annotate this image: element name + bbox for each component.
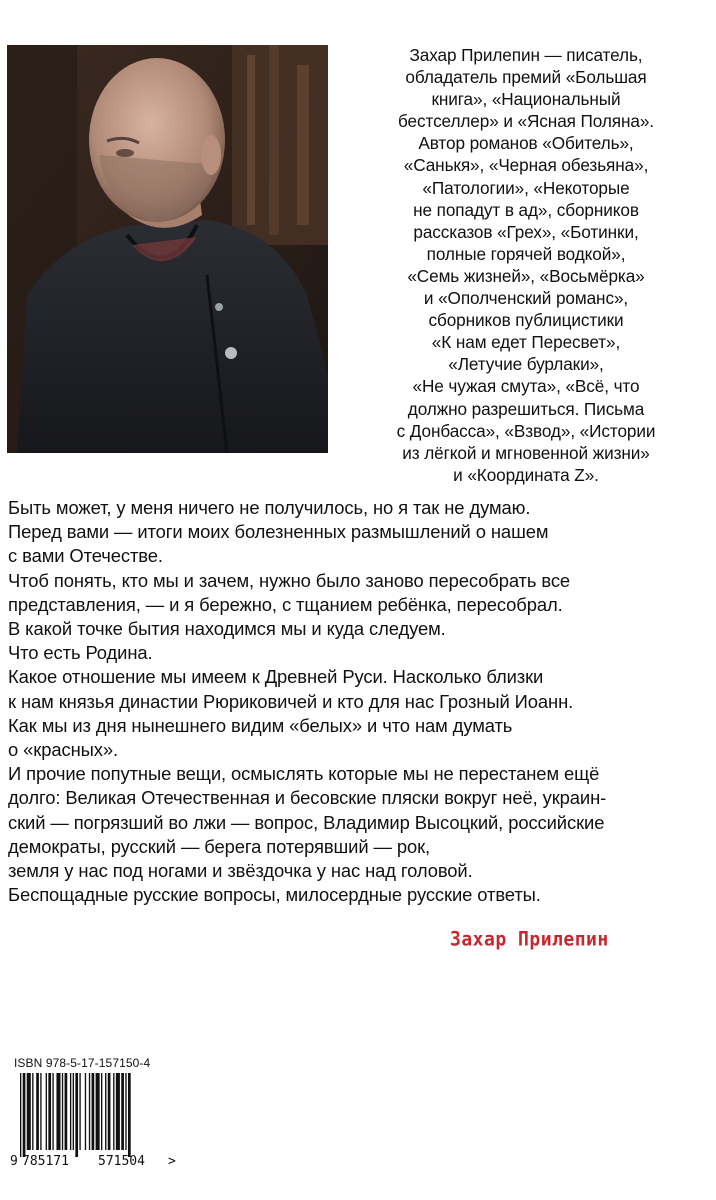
barcode-bar <box>27 1073 31 1150</box>
barcode-bar <box>85 1073 86 1150</box>
annotation-paragraph: Что есть Родина. <box>8 642 153 664</box>
author-bio: Захар Прилепин — писатель, обладатель премий «Большая книга», «Национальный бестселлер» и «Ясная Поляна». Автор романов «Обитель», «Санькя», «Черная обезьяна», «Патологии», «Некоторые не попадут в ад», сборников рассказов «Грех», «Ботинки, полные горячей водкой», «Семь жизней», «Восьмёрка» и «Ополченский романс», сборников публицистики «К нам едет Пересвет», «Летучие бурлаки», «Не чужая смута», «Всё, что должно разрешиться. Письма с Донбасса», «Взвод», «Истории из лёгкой и мгновенной жизни» и «Координата Z». <box>396 45 656 485</box>
annotation-paragraph: Быть может, у меня ничего не получилось, но я так не думаю. <box>8 497 531 518</box>
annotation-paragraph: В какой точке бытия находимся мы и куда следуем. <box>8 618 446 640</box>
barcode-bar <box>108 1073 111 1150</box>
barcode-bar <box>46 1073 47 1150</box>
barcode-bar <box>32 1073 33 1150</box>
barcode-bar <box>125 1073 126 1150</box>
annotation-paragraph: Перед вами — итоги моих болезненных размышлений о нашем с вами Отечестве. <box>8 521 549 567</box>
barcode-digit-first: 9 <box>10 1154 18 1166</box>
barcode-bar <box>40 1073 41 1150</box>
annotation-paragraph: Какое отношение мы имеем к Древней Руси. Насколько близки к нам князья династии Рюриковичей и кто для нас Грозный Иоанн. <box>8 666 574 712</box>
barcode-bar <box>20 1073 21 1157</box>
annotation-text <box>8 496 708 907</box>
author-signature: Захар Прилепин <box>450 927 609 952</box>
isbn-label: ISBN 978-5-17-157150-4 <box>14 1056 151 1070</box>
barcode-bar <box>56 1073 60 1150</box>
barcode-bar <box>116 1073 120 1150</box>
barcode-bar <box>48 1073 51 1150</box>
annotation-paragraph: Беспощадные русские вопросы, милосердные русские ответы. <box>8 884 541 906</box>
barcode-bar <box>62 1073 63 1150</box>
barcode-bar <box>92 1073 95 1150</box>
barcode-digits-right: 571504 <box>98 1154 145 1166</box>
barcode-bar <box>52 1073 53 1150</box>
annotation-paragraph: Чтоб понять, кто мы и зачем, нужно было заново пересобрать все представления, — и я бережно, с тщанием ребёнка, пересобрал. <box>8 569 571 615</box>
barcode-icon <box>10 1073 180 1166</box>
barcode-bar <box>121 1073 124 1150</box>
barcode-bar <box>65 1073 68 1150</box>
barcode-bar <box>73 1073 74 1150</box>
annotation-paragraph: И прочие попутные вещи, осмыслять которые мы не перестанем ещё долго: Великая Отечественная и бесовские пляски вокруг неё, украин- ский — погрязший во лжи — вопрос, Владимир Высоцкий, российские демократы, русский — берега потерявший — рок, земля у нас под ногами и звёздочка у нас над головой. <box>8 763 607 882</box>
barcode-digits-left: 785171 <box>22 1154 69 1166</box>
annotation-paragraph: Как мы из дня нынешнего видим «белых» и что нам думать о «красных». <box>8 714 513 761</box>
barcode-bar <box>23 1073 26 1157</box>
barcode-bar <box>113 1073 114 1150</box>
barcode-bar <box>96 1073 100 1150</box>
barcode-bar <box>101 1073 102 1150</box>
barcode-bar <box>36 1073 39 1150</box>
author-photo <box>7 45 328 453</box>
barcode-bar <box>79 1073 80 1150</box>
barcode-bar <box>70 1073 71 1150</box>
barcode-bar <box>75 1073 78 1157</box>
barcode-digit-arrow: > <box>168 1154 176 1166</box>
barcode-bar <box>105 1073 106 1150</box>
isbn-barcode <box>10 1073 180 1166</box>
author-portrait-icon <box>7 45 328 453</box>
barcode-bar <box>128 1073 131 1157</box>
barcode-bar <box>89 1073 90 1150</box>
